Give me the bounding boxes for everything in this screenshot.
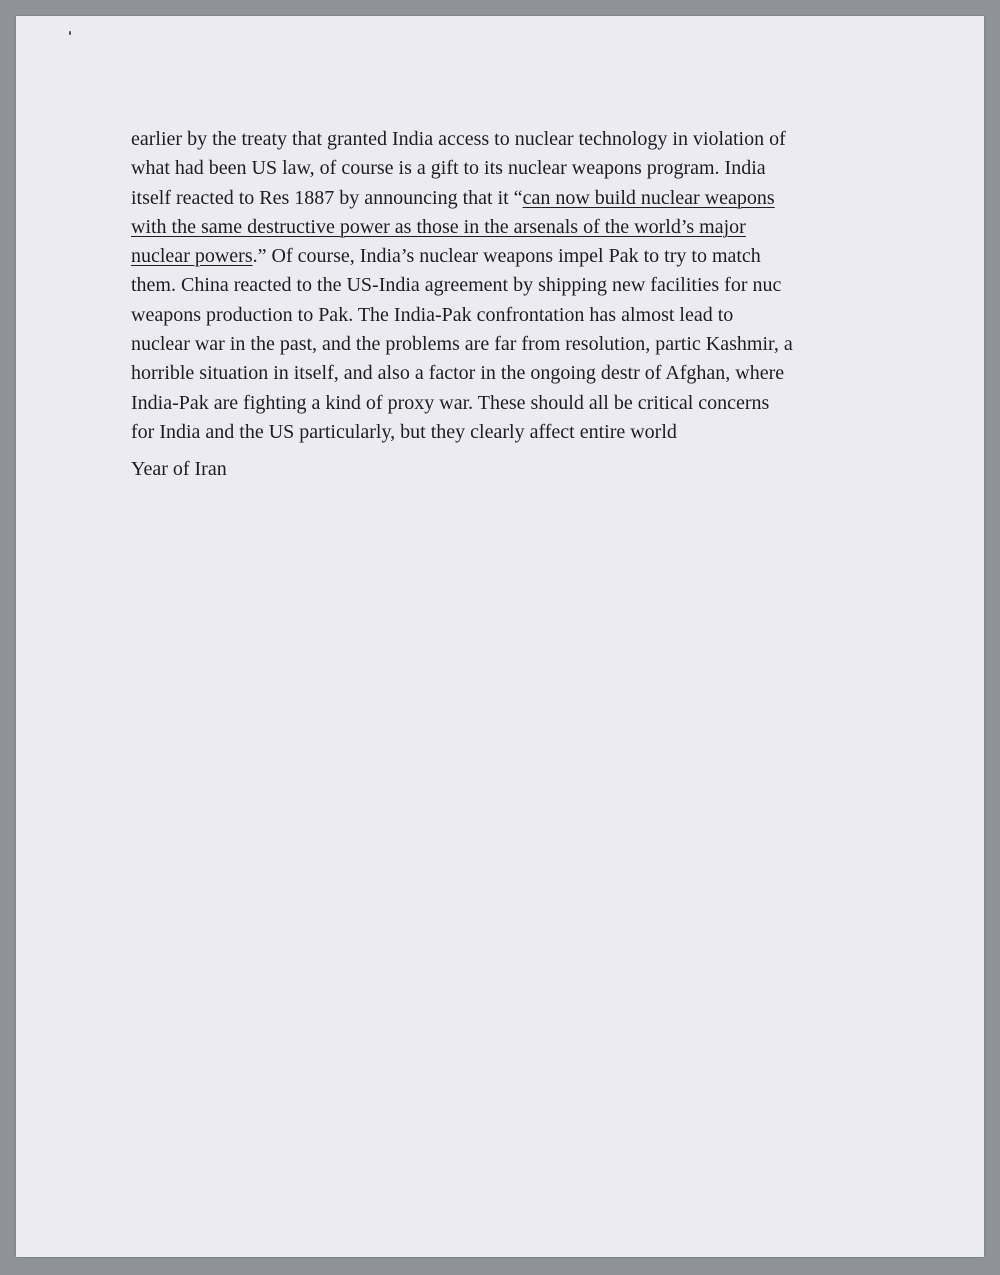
paper-page [16, 16, 984, 1257]
text-line: earlier by the treaty that granted India access to nuclear technology in violation of [131, 128, 786, 150]
closing-note: Year of Iran [131, 458, 227, 481]
text-line: horrible situation in itself, and also a factor in the ongoing destr of Afghan, where [131, 362, 785, 385]
underlined-quote: nuclear powers [131, 245, 253, 268]
text-segment: .” Of course, India’s nuclear weapons impel Pak to try to match [252, 245, 761, 268]
text-line: for India and the US particularly, but they clearly affect entire world [131, 420, 677, 443]
text-line: nuclear war in the past, and the problems are far from resolution, partic Kashmir, a [131, 333, 793, 356]
text-segment: itself reacted to Res 1887 by announcing that it “ [131, 186, 523, 209]
text-line [131, 213, 901, 242]
text-line [131, 184, 901, 213]
text-line: what had been US law, of course is a gift to its nuclear weapons program. India [131, 157, 766, 180]
underlined-quote: with the same destructive power as those in the arsenals of the world’s major [131, 215, 746, 238]
text-line: weapons production to Pak. The India-Pak confrontation has almost lead to [131, 303, 734, 326]
text-line [131, 242, 901, 271]
text-line: India-Pak are fighting a kind of proxy war. These should all be critical concerns [131, 391, 770, 414]
body-paragraph [131, 125, 901, 485]
text-line: them. China reacted to the US-India agreement by shipping new facilities for nuc [131, 274, 782, 297]
page-mark [69, 31, 71, 35]
underlined-quote: can now build nuclear weapons [522, 186, 775, 209]
